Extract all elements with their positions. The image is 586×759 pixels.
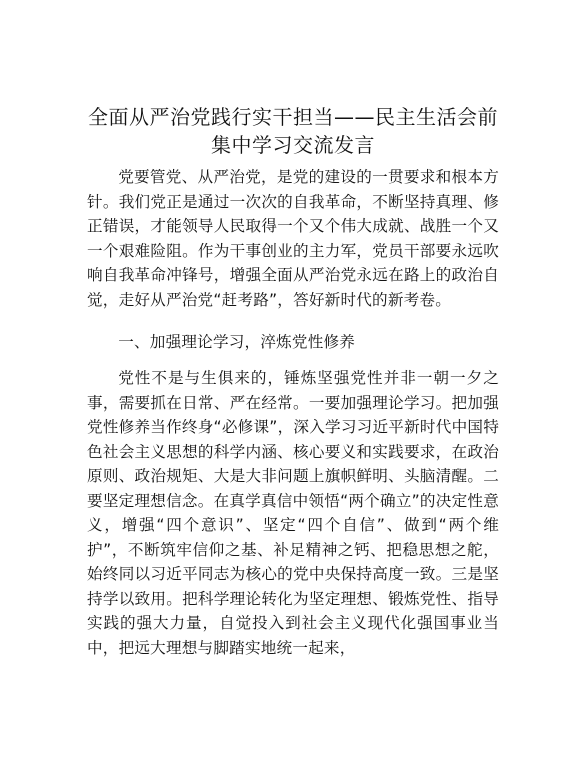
title-line-1: 全面从严治党践行实干担当——民主生活会前 bbox=[88, 105, 498, 129]
title-line-2: 集中学习交流发言 bbox=[211, 133, 375, 157]
intro-paragraph: 党要管党、从严治党，是党的建设的一贯要求和根本方针。我们党正是通过一次次的自我革命，不断坚持真理、修正错误，才能领导人民取得一个又个伟大成就、战胜一个又一个艰难险阻。作为干事创业的主力军，党员干部要永远吹响自我革命冲锋号，增强全面从严治党永远在路上的政治自觉，走好从严治党“赶考路”，答好新时代的新考卷。 bbox=[87, 168, 499, 309]
document-title bbox=[60, 103, 526, 159]
section-1-paragraph: 党性不是与生俱来的，锤炼坚强党性并非一朝一夕之事，需要抓在日常、严在经常。一要加强理论学习。把加强党性修养当作终身“必修课”，深入学习习近平新时代中国特色社会主义思想的科学内涵、核心要义和实践要求，在政治原则、政治规矩、大是大非问题上旗帜鲜明、头脑清醒。二要坚定理想信念。在真学真信中领悟“两个确立”的决定性意义，增强“四个意识”、坚定“四个自信”、做到“两个维护”，不断筑牢信仰之基、补足精神之钙、把稳思想之舵，始终同以习近平同志为核心的党中央保持高度一致。三是坚持学以致用。把科学理论转化为坚定理想、锻炼党性、指导实践的强大力量，自觉投入到社会主义现代化强国事业当中，把远大理想与脚踏实地统一起来， bbox=[87, 369, 499, 657]
section-heading-1: 一、加强理论学习，淬炼党性修养 bbox=[118, 333, 356, 351]
